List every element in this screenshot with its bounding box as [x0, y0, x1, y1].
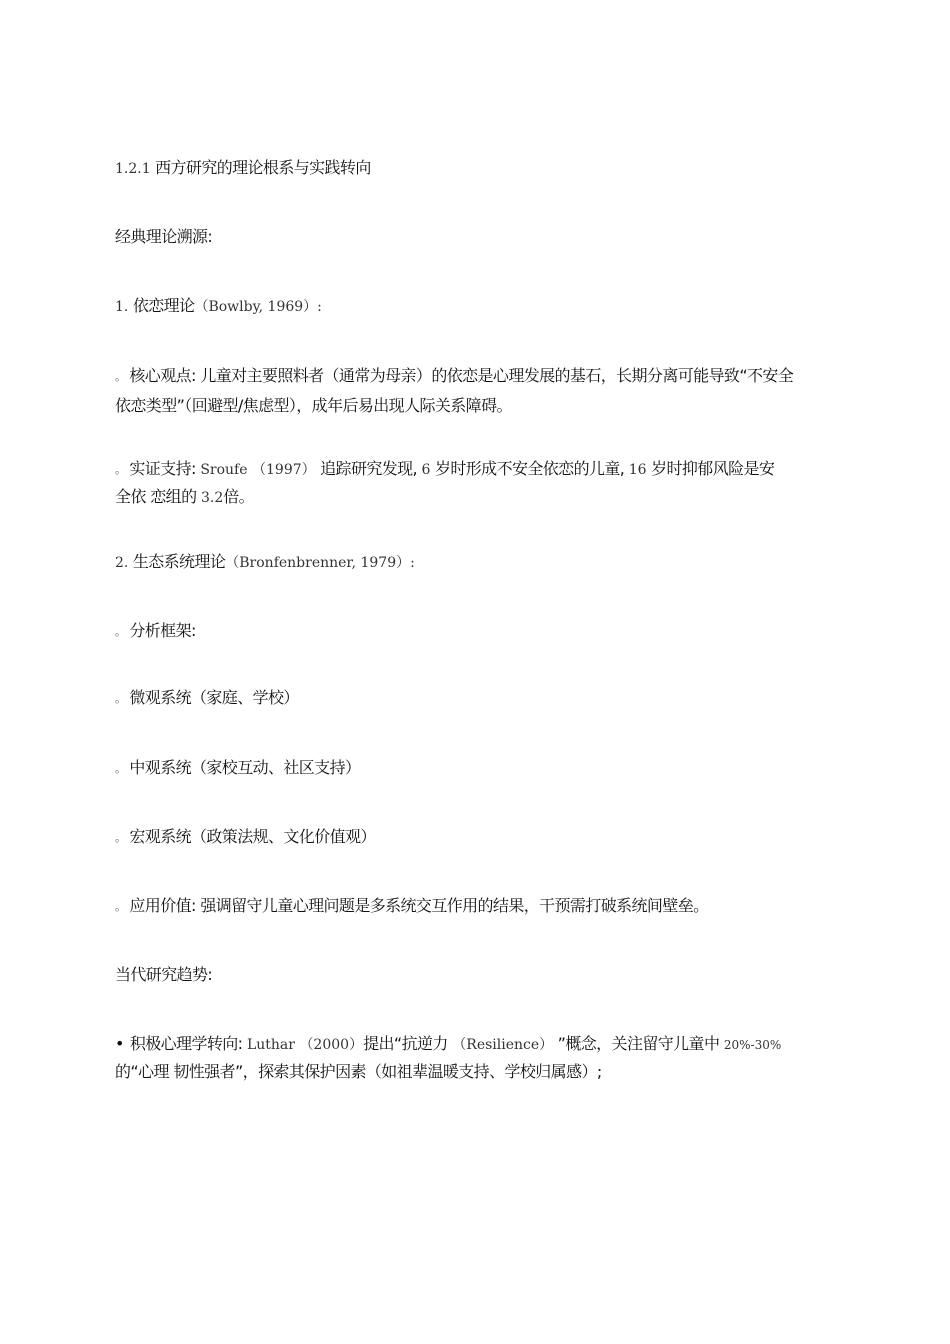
system-text: 中观系统（家校互动、社区支持）: [129, 758, 361, 777]
value-text: 强调留守儿童心理问题是多系统交互作用的结果，干预需打破系统间壁垒。: [200, 896, 709, 915]
theory1-citation: （Bowlby, 1969）:: [194, 299, 322, 315]
contemporary-heading: 当代研究趋势:: [115, 965, 213, 984]
theory1-name: 依恋理论: [132, 296, 195, 315]
core-label: 核心观点:: [129, 366, 196, 385]
theory2-number: 2.: [115, 555, 129, 571]
system-item-meso: [115, 757, 360, 780]
hollow-bullet-icon: 。: [115, 463, 126, 476]
trend-author: Luthar: [246, 1037, 295, 1053]
theory2-name: 生态系统理论: [132, 552, 226, 571]
section-heading: [115, 157, 371, 180]
evidence-age1: 6: [421, 462, 431, 478]
application-value-line: [115, 895, 709, 918]
hollow-bullet-icon: 。: [115, 831, 126, 844]
evidence-text-c: 岁时抑郁风险是安: [651, 459, 775, 478]
trend-year: （2000）: [299, 1037, 364, 1053]
theory2-heading: [115, 551, 415, 574]
evidence-age2: 16: [628, 462, 647, 478]
framework-label-line: [115, 620, 196, 643]
trend-text-a: 提出“抗逆力: [363, 1034, 448, 1053]
theory1-number: 1.: [115, 299, 129, 315]
evidence-label: 实证支持:: [129, 459, 196, 478]
evidence-text-a: 追踪研究发现,: [320, 459, 418, 478]
framework-label: 分析框架:: [129, 621, 196, 640]
system-text: 宏观系统（政策法规、文化价值观）: [129, 827, 376, 846]
trend-term: （Resilience）: [452, 1037, 554, 1053]
theory1-heading: [115, 295, 322, 318]
section-number: 1.2.1: [115, 161, 151, 177]
theory1-evidence-line1: [115, 458, 774, 481]
hollow-bullet-icon: 。: [115, 692, 126, 705]
core-text-line1: 儿童对主要照料者（通常为母亲）的依恋是心理发展的基石，长期分离可能导致“不安全: [200, 366, 794, 385]
value-label: 应用价值:: [129, 896, 196, 915]
theory1-core-line2: 依恋类型”（回避型/焦虑型），成年后易出现人际关系障碍。: [115, 396, 512, 415]
system-item-micro: [115, 687, 299, 710]
theory1-core-line1: [115, 365, 793, 388]
evidence-line2-a: 全依 恋组的: [115, 487, 197, 506]
evidence-author: Sroufe: [200, 462, 248, 478]
hollow-bullet-icon: 。: [115, 625, 126, 638]
theory1-evidence-line2: [115, 486, 254, 509]
trend-item1-line1: [115, 1033, 781, 1056]
bullet-dot-icon: •: [115, 1034, 124, 1053]
trend-label: 积极心理学转向:: [129, 1034, 243, 1053]
trend-percent: 20%-30%: [723, 1038, 782, 1052]
evidence-text-b: 岁时形成不安全依恋的儿童,: [434, 459, 625, 478]
hollow-bullet-icon: 。: [115, 900, 126, 913]
classic-heading: 经典理论溯源:: [115, 227, 213, 246]
system-text: 微观系统（家庭、学校）: [129, 688, 299, 707]
theory2-citation: （Bronfenbrenner, 1979）:: [225, 555, 415, 571]
evidence-year: （1997）: [252, 462, 316, 478]
hollow-bullet-icon: 。: [115, 762, 126, 775]
evidence-line2-b: 倍。: [223, 487, 255, 506]
trend-text-b: ”概念，关注留守儿童中: [557, 1034, 720, 1053]
hollow-bullet-icon: 。: [115, 370, 126, 383]
system-item-macro: [115, 826, 376, 849]
trend-item1-line2: 的“心理 韧性强者”，探索其保护因素（如祖辈温暖支持、学校归属感）;: [115, 1062, 602, 1081]
section-title: 西方研究的理论根系与实践转向: [155, 158, 371, 177]
evidence-ratio: 3.2: [201, 490, 224, 506]
